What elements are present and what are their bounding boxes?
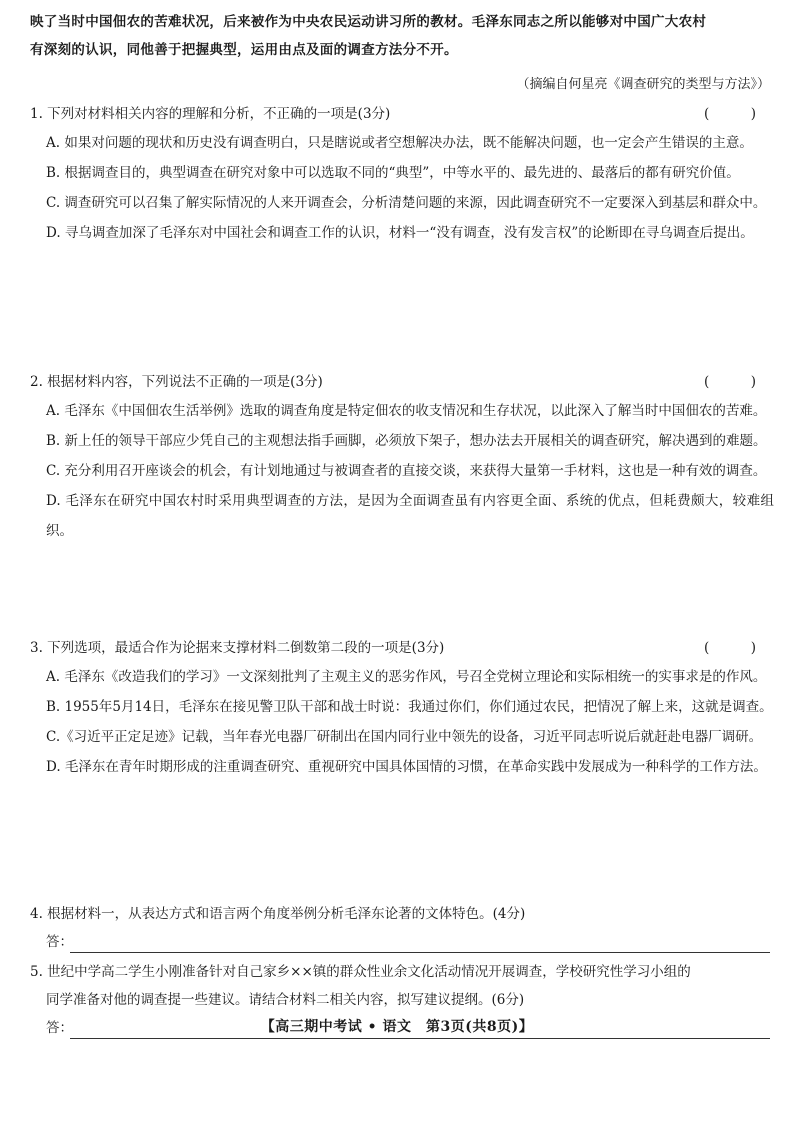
option-d: D. 毛泽东在研究中国农村时采用典型调查的方法，是因为全面调查虽有内容更全面、系统的优点，但耗费颇大，较难组织。 (46, 493, 774, 539)
answer-bracket: ( ) (703, 106, 770, 122)
question-stem: 3. 下列选项，最适合作为论据来支撑材料二倒数第二段的一项是(3分) (30, 640, 445, 656)
answer-label: 答： (46, 934, 73, 950)
question-stem: 同学准备对他的调查提一些建议。请结合材料二相关内容，拟写建议提纲。(6分) (46, 992, 525, 1008)
passage-continuation (30, 8, 774, 64)
answer-bracket: ( ) (703, 374, 770, 390)
option-c: C.《习近平正定足迹》记载，当年春光电器厂研制出在国内同行业中领先的设备，习近平同志听说后就赶赴电器厂调研。 (46, 729, 763, 745)
passage-line: 映了当时中国佃农的苦难状况，后来被作为中央农民运动讲习所的教材。毛泽东同志之所以能够对中国广大农村 (30, 14, 707, 30)
option-a: A. 如果对问题的现状和历史没有调查明白，只是瞎说或者空想解决办法，既不能解决问题，也一定会产生错误的主意。 (46, 135, 753, 151)
answer-area[interactable] (30, 928, 774, 956)
question-1 (30, 100, 774, 248)
question-stem: 4. 根据材料一，从表达方式和语言两个角度举例分析毛泽东论著的文体特色。(4分) (30, 906, 526, 922)
passage-source: （摘编自何星亮《调查研究的类型与方法》） (516, 77, 770, 92)
question-stem: 1. 下列对材料相关内容的理解和分析，不正确的一项是(3分) (30, 106, 391, 122)
question-4 (30, 900, 774, 956)
option-b: B. 根据调查目的，典型调查在研究对象中可以选取不同的“典型”，中等水平的、最先进的、最落后的都有研究价值。 (46, 165, 740, 181)
option-b: B. 新上任的领导干部应少凭自己的主观想法指手画脚，必须放下架子，想办法去开展相关的调查研究，解决遇到的难题。 (46, 433, 767, 449)
answer-bracket: ( ) (703, 640, 770, 656)
page-footer: 【高三期中考试 • 语文 第3页(共8页)】 (260, 1019, 534, 1035)
answer-line (70, 952, 770, 953)
question-2 (30, 368, 774, 546)
option-d: D. 寻乌调查加深了毛泽东对中国社会和调查工作的认识，材料一“没有调查，没有发言权”的论断即在寻乌调查后提出。 (46, 225, 754, 241)
option-b: B. 1955年5月14日，毛泽东在接见警卫队干部和战士时说：我通过你们，你们通过农民，把情况了解上来，这就是调查。 (46, 699, 773, 715)
passage-line: 有深刻的认识，同他善于把握典型，运用由点及面的调查方法分不开。 (30, 42, 458, 58)
question-stem: 5. 世纪中学高二学生小刚准备针对自己家乡××镇的群众性业余文化活动情况开展调查，学校研究性学习小组的 (30, 964, 691, 980)
option-a: A. 毛泽东《改造我们的学习》一文深刻批判了主观主义的恶劣作风，号召全党树立理论和实际相统一的实事求是的作风。 (46, 669, 767, 685)
option-d: D. 毛泽东在青年时期形成的注重调查研究、重视研究中国具体国情的习惯，在革命实践中发展成为一种科学的工作方法。 (46, 759, 767, 775)
answer-line (70, 1038, 770, 1039)
option-c: C. 充分利用召开座谈会的机会，有计划地通过与被调查者的直接交谈，来获得大量第一手材料，这也是一种有效的调查。 (46, 463, 767, 479)
question-3 (30, 634, 774, 782)
question-stem: 2. 根据材料内容，下列说法不正确的一项是(3分) (30, 374, 323, 390)
answer-label: 答： (46, 1020, 73, 1036)
option-c: C. 调查研究可以召集了解实际情况的人来开调查会，分析清楚问题的来源，因此调查研究不一定要深入到基层和群众中。 (46, 195, 767, 211)
option-a: A. 毛泽东《中国佃农生活举例》选取的调查角度是特定佃农的收支情况和生存状况，以此深入了解当时中国佃农的苦难。 (46, 403, 767, 419)
